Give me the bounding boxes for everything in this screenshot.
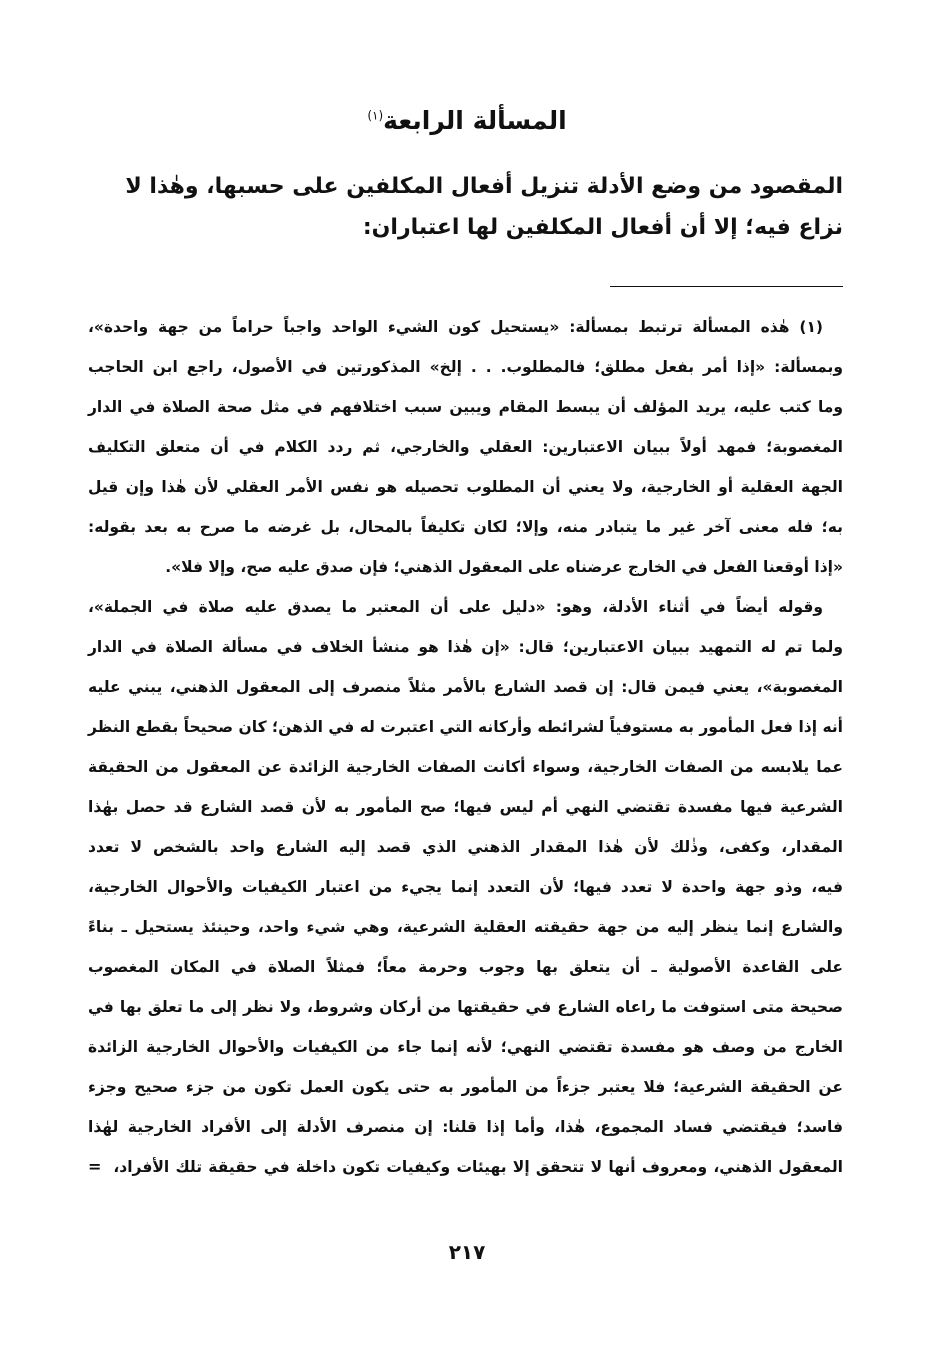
footnote-line: وقوله أيضاً في أثناء الأدلة، وهو: «دليل على أن المعتبر ما يصدق عليه صلاة في الجملة»، <box>88 598 823 616</box>
footnote-line: الخارج من وصف هو مفسدة تقتضي النهي؛ لأنه إنما جاء من الكيفيات والأحوال الخارجية الزائدة <box>88 1038 843 1056</box>
footnote-line: ولما تم له التمهيد ببيان الاعتبارين؛ قال: «إن هٰذا هو منشأ الخلاف في مسألة الصلاة في الدار <box>88 638 843 656</box>
footnote-line: صحيحة متى استوفت ما راعاه الشارع في حقيقتها من أركان وشروط، ولا نظر إلى ما تعلق بها في <box>88 998 843 1016</box>
footnote-line: المعقول الذهني، ومعروف أنها لا تتحقق إلا بهيئات وكيفيات تكون داخلة في حقيقة تلك الأفراد، <box>113 1158 843 1176</box>
footnote-last-row <box>88 1147 843 1187</box>
footnote-line: وما كتب عليه، يريد المؤلف أن يبسط المقام ويبين سبب اختلافهم في مثل صحة الصلاة في الدار <box>88 398 843 416</box>
footnote-line: الجهة العقلية أو الخارجية، ولا يعني أن المطلوب تحصيله هو نفس الأمر العقلي لأن هٰذا وإن قيل <box>88 478 843 496</box>
footnote-line: عن الحقيقة الشرعية؛ فلا يعتبر جزءاً من المأمور به حتى يكون العمل تكون من جزء صحيح وجزء <box>88 1078 843 1096</box>
page-number: ٢١٧ <box>448 1240 486 1264</box>
footnote-separator <box>610 286 843 287</box>
section-title-text: المسألة الرابعة <box>383 106 567 135</box>
footnote-reference: (١) <box>367 108 384 123</box>
footnotes <box>88 307 843 1187</box>
footnote-line: أنه إذا فعل المأمور به مستوفياً لشرائطه وأركانه التي اعتبرت له في الذهن؛ كان صحيحاً بقطع النظر <box>88 718 843 736</box>
main-text-line: المقصود من وضع الأدلة تنزيل أفعال المكلفين على حسبها، وهٰذا لا <box>125 174 843 199</box>
footnote-line: على القاعدة الأصولية ـ أن يتعلق بها وجوب وحرمة معاً؛ فمثلاً الصلاة في المكان المغصوب <box>88 958 843 976</box>
footnote-line: فيه، وذو جهة واحدة لا تعدد فيها؛ لأن التعدد إنما يجيء من اعتبار الكيفيات والأحوال الخارجية، <box>88 878 843 896</box>
main-text-line: نزاع فيه؛ إلا أن أفعال المكلفين لها اعتباران: <box>362 215 843 240</box>
footnote-line: به؛ فله معنى آخر غير ما يتبادر منه، وإلا؛ لكان تكليفاً بالمحال، بل غرضه ما صرح به بعد بقوله: <box>88 518 843 536</box>
section-title <box>0 106 934 135</box>
footnote-line: المغصوبة؛ فمهد أولاً ببيان الاعتبارين: العقلي والخارجي، ثم ردد الكلام في أن متعلق التكليف <box>88 438 843 456</box>
footnote-line: «إذا أوقعنا الفعل في الخارج عرضناه على المعقول الذهني؛ فإن صدق عليه صح، وإلا فلا». <box>165 558 843 576</box>
footnote-line: المقدار، وكفى، وذٰلك لأن هٰذا المقدار الذهني الذي قصد إليه الشارع واحد بالشخص لا تعدد <box>88 838 843 856</box>
footnote-line: (١) هٰذه المسألة ترتبط بمسألة: «يستحيل كون الشيء الواحد واجباً حراماً من جهة واحدة»، <box>88 318 823 336</box>
footnote-line: وبمسألة: «إذا أمر بفعل مطلق؛ فالمطلوب. . . إلخ» المذكورتين في الأصول، راجع ابن الحاجب <box>88 358 843 376</box>
footnote-line: عما يلابسه من الصفات الخارجية، وسواء أكانت الصفات الخارجية الزائدة عن المعقول من الحقيقة <box>88 758 843 776</box>
footnote-line: المغصوبة»، يعني فيمن قال: إن قصد الشارع بالأمر مثلاً منصرف إلى المعقول الذهني، يبني عليه <box>88 678 843 696</box>
continuation-mark: = <box>88 1157 102 1176</box>
footnote-line: والشارع إنما ينظر إليه من جهة حقيقته العقلية الشرعية، وهي شيء واحد، وحينئذ يستحيل ـ بناءً <box>88 918 843 936</box>
footnote-line: فاسد؛ فيقتضي فساد المجموع، هٰذا، وأما إذا قلنا: إن منصرف الأدلة إلى الأفراد الخارجية لهٰذا <box>88 1118 843 1136</box>
main-text <box>125 166 843 248</box>
footnote-line: الشرعية فيها مفسدة تقتضي النهي أم ليس فيها؛ صح المأمور به لأن قصد الشارع قد حصل بهٰذا <box>88 798 843 816</box>
